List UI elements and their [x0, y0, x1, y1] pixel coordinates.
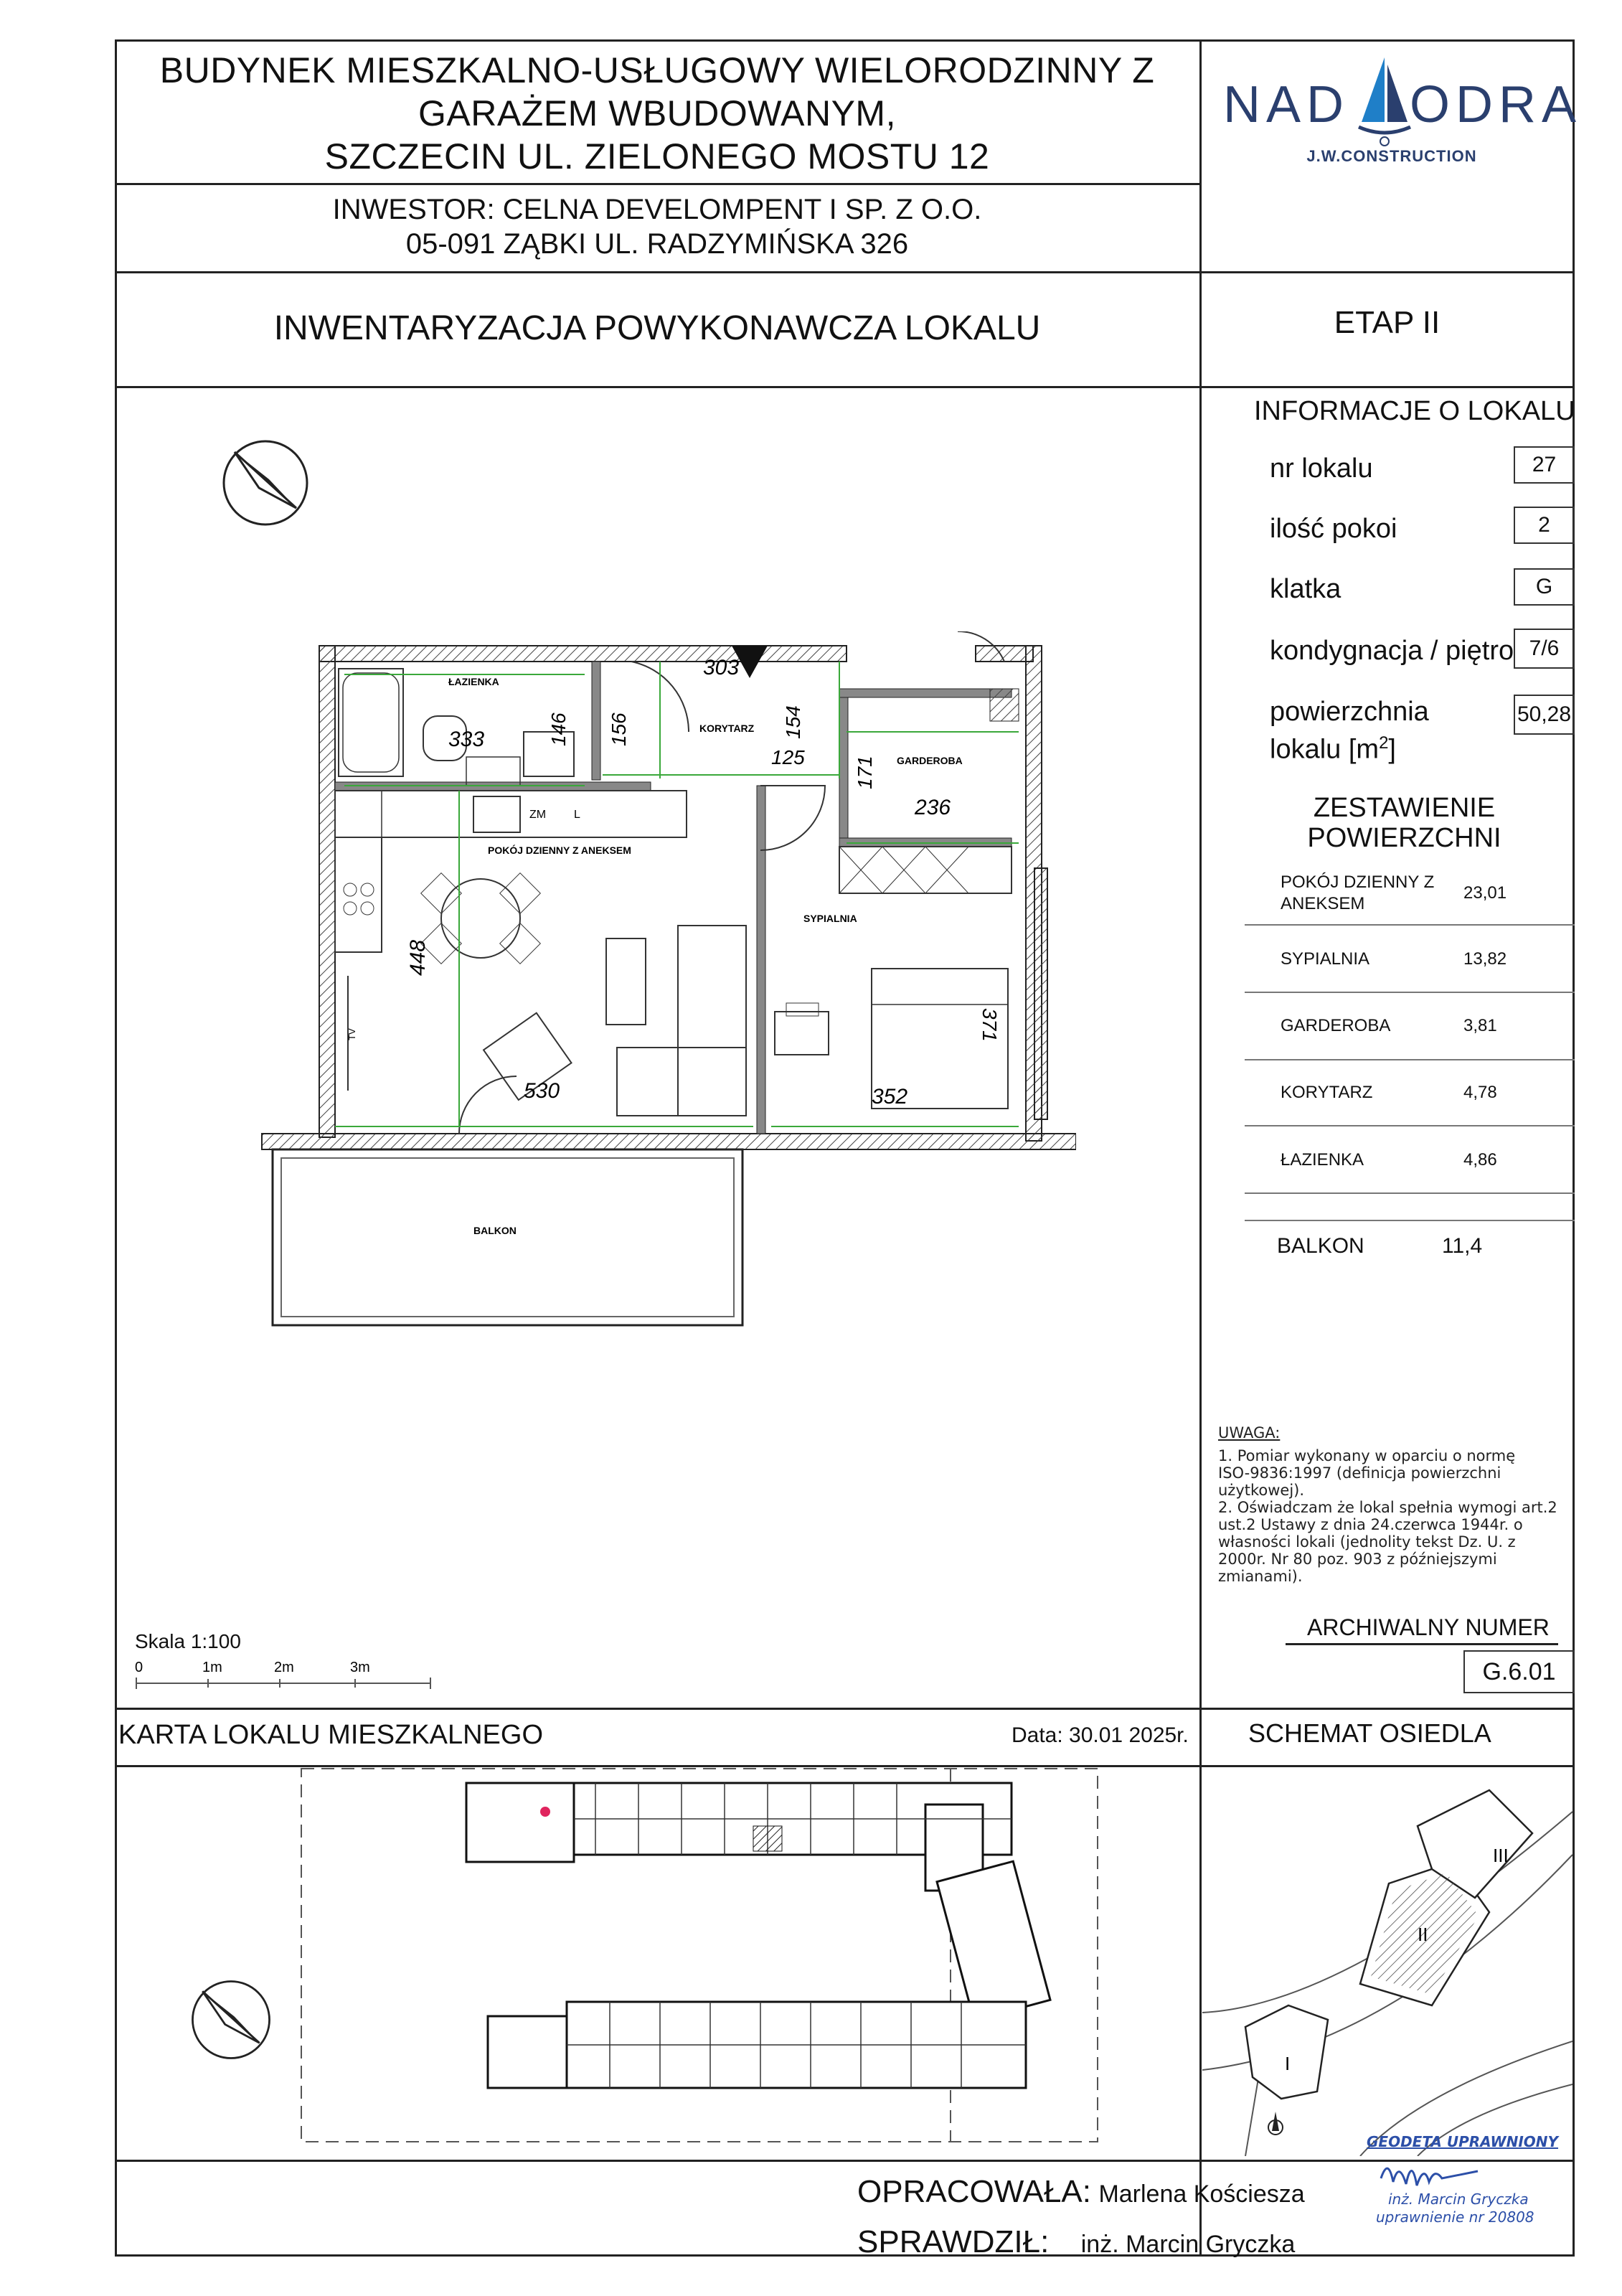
summary-heading-line-1: ZESTAWIENIE	[1313, 793, 1496, 823]
summary-value-living: 23,01	[1463, 883, 1507, 903]
stamp-line-1: GEODETA UPRAWNIONY	[1367, 2133, 1559, 2150]
estate-label-ii: II	[1418, 1924, 1428, 1945]
note-line: własności lokali (jednolity tekst Dz. U. z	[1218, 1533, 1516, 1551]
project-title-line-2: GARAŻEM WBUDOWANYM,	[418, 93, 896, 133]
wardrobe-unit	[839, 847, 1012, 893]
dim-label: 352	[872, 1085, 908, 1109]
summary-value-balcony: 11,4	[1442, 1234, 1483, 1258]
estate-title: SCHEMAT OSIEDLA	[1248, 1718, 1491, 1748]
north-arrow-icon	[219, 436, 312, 530]
summary-heading-line-2: POWIERZCHNI	[1307, 823, 1501, 853]
info-value-floor: 7/6	[1514, 629, 1575, 669]
info-value-staircase: G	[1514, 568, 1575, 606]
info-value-area: 50,28	[1514, 695, 1575, 735]
dining-table	[441, 879, 520, 958]
area-unit-end: ]	[1388, 734, 1396, 765]
room-label-living: POKÓJ DZIENNY Z ANEKSEM	[488, 844, 631, 856]
summary-value-corridor: 4,78	[1463, 1083, 1497, 1102]
summary-separator	[1245, 1125, 1575, 1126]
north-compass-icon	[1268, 2112, 1283, 2135]
divider-header-investor	[115, 183, 1199, 185]
summary-separator	[1245, 924, 1575, 926]
estate-label-i: I	[1285, 2053, 1291, 2074]
dim-label: 371	[979, 1008, 1001, 1042]
note-line: ust.2 Ustawy z dnia 24.czerwca 1944r. o	[1218, 1516, 1523, 1533]
checked-by	[857, 2224, 1295, 2260]
building-block	[488, 2016, 567, 2088]
checked-label: SPRAWDZIŁ:	[857, 2224, 1050, 2259]
sofa	[678, 926, 746, 1116]
room-label-balcony: BALKON	[473, 1225, 517, 1236]
dim-label: 530	[524, 1079, 560, 1103]
note-line: użytkowej).	[1218, 1482, 1305, 1499]
dim-label: 125	[771, 746, 805, 768]
logo-subtitle: J.W.CONSTRUCTION	[1306, 147, 1477, 165]
wall-bath-right	[592, 662, 600, 780]
investor-line-2: 05-091 ZĄBKI UL. RADZYMIŃSKA 326	[405, 228, 909, 260]
prepared-by	[857, 2174, 1305, 2210]
wall-top-right	[976, 646, 1033, 662]
info-value-unit-number: 27	[1514, 446, 1575, 484]
info-heading: INFORMACJE O LOKALU	[1254, 396, 1575, 426]
notes-heading: UWAGA:	[1218, 1424, 1281, 1441]
investor-line-1: INWESTOR: CELNA DEVELOMPENT I SP. Z O.O.	[332, 194, 982, 225]
fixture-label-zm: ZM	[529, 809, 547, 821]
summary-room-living	[1281, 872, 1467, 915]
surveyor-stamp	[1363, 2130, 1571, 2230]
logo-word-right: ODRA	[1410, 76, 1583, 133]
note-line: 2. Oświadczam że lokal spełnia wymogi art.2	[1218, 1499, 1557, 1516]
prepared-name: Marlena Kościesza	[1098, 2180, 1305, 2208]
fixture-label-tv: TV	[346, 1028, 357, 1040]
estate-scheme	[1202, 1769, 1573, 2156]
divider-title-plan	[115, 386, 1575, 388]
dim-label: 171	[854, 756, 876, 789]
room-label-bedroom: SYPIALNIA	[803, 913, 857, 924]
info-label-area-line-2	[1270, 728, 1429, 766]
wall-bedroom-left	[757, 786, 765, 1134]
logo-word-left: NAD	[1223, 76, 1350, 133]
summary-room-wardrobe: GARDEROBA	[1281, 1016, 1391, 1035]
fixture-label-l: L	[574, 809, 580, 821]
floor-plan	[258, 631, 1076, 1335]
note-line: ISO-9836:1997 (definicja powierzchni	[1218, 1464, 1501, 1482]
info-label-area-line-1: powierzchnia	[1270, 697, 1429, 727]
project-title-line-1: BUDYNEK MIESZKALNO-USŁUGOWY WIELORODZINNY Z	[159, 50, 1155, 90]
stamp-line-3: uprawnienie nr 20808	[1376, 2208, 1534, 2226]
kitchen-sink	[473, 796, 520, 832]
wall-wardrobe-left	[839, 689, 848, 847]
info-label-floor: kondygnacja / piętro	[1270, 636, 1514, 666]
building-block	[937, 1861, 1050, 2020]
divider-logo-stage	[1199, 271, 1575, 273]
dim-label: 236	[915, 796, 951, 819]
summary-room-bedroom: SYPIALNIA	[1281, 949, 1370, 969]
sailboat-icon	[1356, 54, 1413, 147]
dim-label: 303	[703, 656, 740, 679]
wall-left	[319, 646, 335, 1137]
summary-separator	[1245, 992, 1575, 993]
checked-name: inż. Marcin Gryczka	[1080, 2231, 1296, 2258]
balcony	[273, 1149, 742, 1325]
desk	[775, 1012, 829, 1055]
info-label-area	[1270, 696, 1429, 766]
summary-room-living-line-1: POKÓJ DZIENNY Z	[1281, 872, 1435, 892]
summary-separator	[1245, 1220, 1575, 1221]
summary-heading	[1234, 793, 1575, 853]
card-date: Data: 30.01 2025r.	[1012, 1723, 1189, 1747]
area-unit-text: lokalu [m	[1270, 734, 1380, 765]
prepared-label: OPRACOWAŁA:	[857, 2174, 1091, 2209]
summary-room-corridor: KORYTARZ	[1281, 1083, 1373, 1102]
archive-underline	[1286, 1643, 1558, 1645]
room-label-corridor: KORYTARZ	[699, 723, 755, 734]
info-label-unit-number: nr lokalu	[1270, 453, 1373, 484]
washing-machine	[466, 757, 520, 786]
project-title	[115, 49, 1199, 178]
summary-room-living-line-2: ANEKSEM	[1281, 894, 1365, 913]
estate-label-iii: III	[1493, 1845, 1509, 1866]
dim-label: 448	[406, 939, 430, 976]
summary-separator	[1245, 1059, 1575, 1060]
scale-tick-1: 1m	[202, 1660, 222, 1675]
document-title: INWENTARYZACJA POWYKONAWCZA LOKALU	[273, 309, 1041, 347]
wall-bottom	[262, 1134, 1076, 1149]
logo	[1220, 54, 1583, 176]
project-title-line-3: SZCZECIN UL. ZIELONEGO MOSTU 12	[324, 136, 990, 177]
room-label-bathroom: ŁAZIENKA	[448, 676, 499, 687]
kitchen-counter	[335, 791, 687, 837]
dim-label: 154	[782, 705, 804, 739]
stage-label: ETAP II	[1334, 305, 1441, 340]
card-title: KARTA LOKALU MIESZKALNEGO	[118, 1720, 544, 1750]
summary-value-bedroom: 13,82	[1463, 949, 1507, 969]
highlighted-stair	[753, 1826, 782, 1851]
coffee-table	[606, 938, 646, 1025]
notes	[1218, 1424, 1562, 1585]
summary-value-bathroom: 4,86	[1463, 1150, 1497, 1170]
building-block	[466, 1783, 574, 1862]
scale-label: Skala 1:100	[135, 1630, 241, 1652]
dim-label: 146	[547, 712, 570, 746]
room-label-wardrobe: GARDEROBA	[897, 755, 963, 766]
dim-label: 333	[448, 728, 485, 751]
wall-top	[319, 646, 847, 662]
note-line: 1. Pomiar wykonany w oparciu o normę	[1218, 1447, 1516, 1464]
north-arrow-icon	[188, 1977, 274, 2063]
wall-wardrobe-top	[839, 689, 1012, 697]
unit-location-marker	[540, 1807, 550, 1817]
area-unit-sup: 2	[1379, 733, 1389, 753]
dim-label: 156	[608, 712, 630, 746]
note-line: 2000r. Nr 80 poz. 903 z późniejszymi	[1218, 1551, 1497, 1568]
scale-tick-3: 3m	[350, 1660, 370, 1675]
right-column-divider	[1199, 39, 1202, 2257]
column	[990, 689, 1019, 721]
divider-investor-title	[115, 271, 1199, 273]
divider-plan-card	[115, 1708, 1575, 1710]
wall-right-inner	[1034, 868, 1047, 1119]
scale-bar	[129, 1657, 445, 1693]
scale-tick-0: 0	[135, 1660, 143, 1675]
door-arc	[760, 786, 825, 850]
bathtub	[339, 669, 403, 776]
site-overview	[165, 1761, 1184, 2160]
summary-separator	[1245, 1192, 1575, 1194]
summary-room-bathroom: ŁAZIENKA	[1281, 1150, 1364, 1170]
info-label-staircase: klatka	[1270, 574, 1342, 604]
scale-tick-2: 2m	[274, 1660, 294, 1675]
divider-card-signatures	[115, 2160, 1199, 2162]
summary-value-wardrobe: 3,81	[1463, 1016, 1497, 1035]
info-label-rooms: ilość pokoi	[1270, 514, 1397, 544]
note-line: zmianami).	[1218, 1568, 1303, 1585]
summary-room-balcony: BALKON	[1277, 1234, 1364, 1258]
stamp-line-2: inż. Marcin Gryczka	[1388, 2191, 1529, 2208]
archive-value: G.6.01	[1463, 1650, 1575, 1693]
archive-label: ARCHIWALNY NUMER	[1307, 1614, 1550, 1640]
cooktop	[335, 837, 382, 952]
info-value-rooms: 2	[1514, 507, 1575, 544]
investor-info	[115, 192, 1199, 261]
